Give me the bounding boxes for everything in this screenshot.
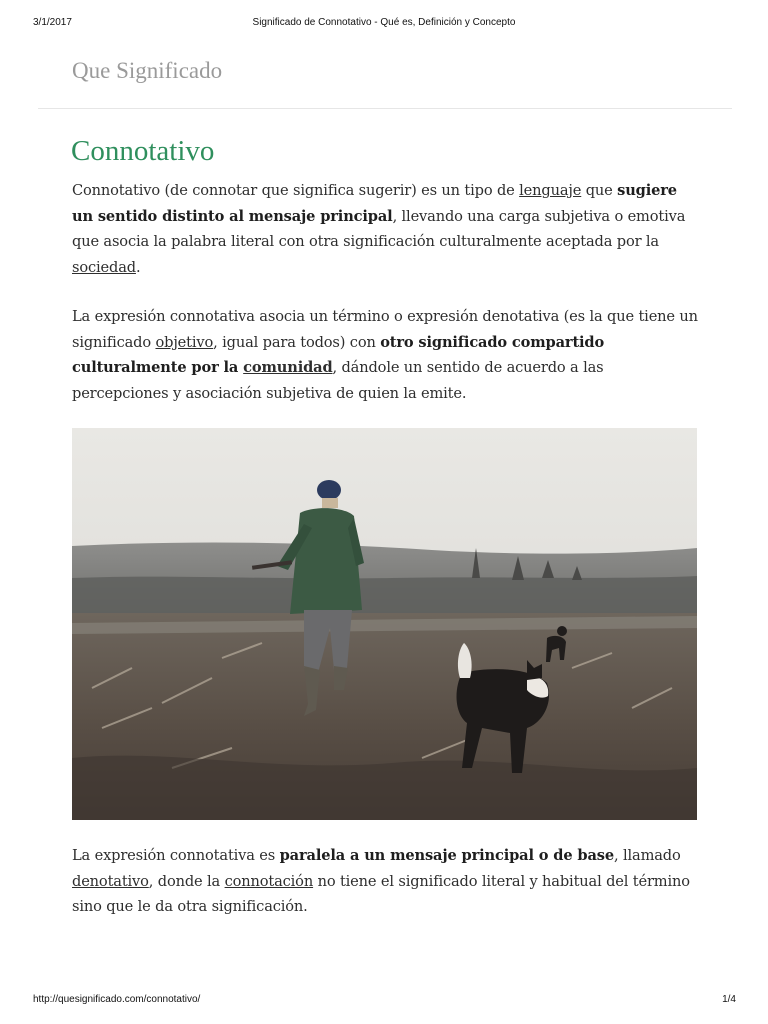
print-date: 3/1/2017 [33,17,72,28]
p3-bold-1: paralela a un mensaje principal o de base [279,847,614,864]
farmer-with-dogs-photo [72,428,697,820]
link-comunidad[interactable]: comunidad [243,359,333,377]
link-lenguaje[interactable]: lenguaje [519,182,582,199]
p2-text-1: La expresión connotativa asocia un término o expresión denotativa (es la que tiene un significado [72,308,698,351]
p3-text-4: no tiene el significado literal y habitual del término sino que le da otra significación. [72,872,690,916]
paragraph-1 [72,178,700,281]
link-sociedad[interactable]: sociedad [72,259,136,277]
p1-text-4: . [135,259,141,277]
page-number: 1/4 [722,994,736,1005]
link-connotacion[interactable]: connotación [224,872,314,890]
p1-text-3: , llevando una carga subjetiva o emotiva que asocia la palabra literal con otra significación culturalmente aceptada por la [72,207,686,251]
p1-text-1: Connotativo (de connotar que significa sugerir) es un tipo de [72,182,520,199]
link-objetivo[interactable]: objetivo [155,333,214,351]
print-header [0,17,768,31]
p2-text-2: , igual para todos) con [213,333,381,351]
p2-text-3: , dándole un sentido de acuerdo a las percepciones y asociación subjetiva de quien la emite. [72,359,604,403]
p3-text-2: , llamado [614,847,681,864]
print-page-title: Significado de Connotativo - Qué es, Definición y Concepto [252,17,516,28]
paragraph-3 [72,843,700,920]
print-url: http://quesignificado.com/connotativo/ [33,994,201,1005]
print-footer [0,994,768,1008]
p2-bold-text: otro significado compartido culturalmente por la [72,333,605,377]
paragraph-2 [72,304,700,407]
header-divider [38,108,732,109]
article-title: Connotativo [71,135,215,167]
link-denotativo[interactable]: denotativo [72,872,149,890]
site-title-link[interactable]: Que Significado [72,58,223,83]
p1-bold-1: sugiere un sentido distinto al mensaje principal [72,182,677,225]
p3-text-1: La expresión connotativa es [72,847,280,864]
p1-text-2: que [581,182,618,199]
p3-text-3: , donde la [148,872,225,890]
article-photo [72,428,697,820]
